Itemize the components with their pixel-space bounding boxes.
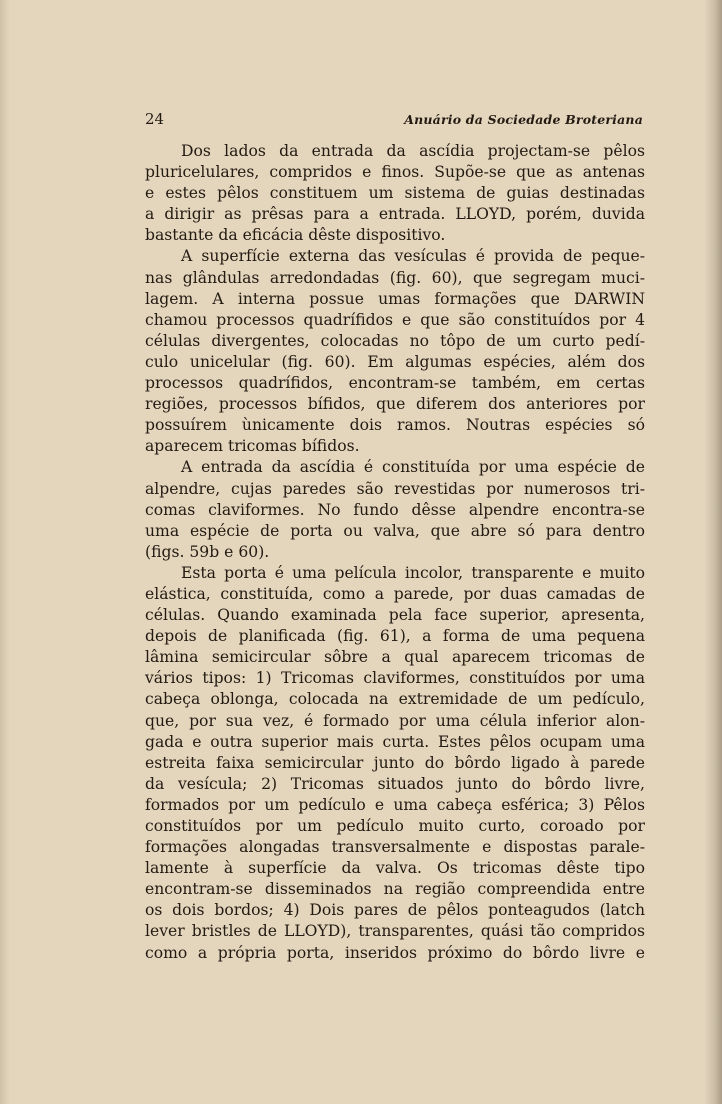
text-line: pluricelulares, compridos e finos. Supõe-se que as antenas bbox=[145, 163, 645, 182]
text-line: regiões, processos bífidos, que diferem dos anteriores por bbox=[145, 395, 645, 414]
text-line: constituídos por um pedículo muito curto, coroado por bbox=[145, 817, 645, 835]
text-line: uma espécie de porta ou valva, que abre só para dentro bbox=[145, 521, 645, 540]
text-line: bastante da eficácia dêste dispositivo. bbox=[145, 226, 446, 245]
text-line: alpendre, cujas paredes são revestidas por numerosos tri- bbox=[145, 479, 645, 498]
text-line: da vesícula; 2) Tricomas situados junto do bôrdo livre, bbox=[145, 774, 645, 793]
text-line: Dos lados da entrada da ascídia projectam-se pêlos bbox=[181, 142, 645, 160]
page-number: 24 bbox=[145, 110, 165, 128]
text-line: lâmina semicircular sôbre a qual aparecem tricomas de bbox=[145, 648, 645, 667]
text-line: aparecem tricomas bífidos. bbox=[145, 437, 360, 456]
text-line: Esta porta é uma película incolor, transparente e muito bbox=[181, 563, 645, 582]
text-line: nas glândulas arredondadas (fig. 60), que segregam muci- bbox=[145, 268, 645, 287]
text-line: como a própria porta, inseridos próximo do bôrdo livre e bbox=[145, 943, 645, 962]
text-line: a dirigir as prêsas para a entrada. LLOYD, porém, duvida bbox=[145, 205, 645, 224]
body-text bbox=[145, 141, 645, 964]
text-line: formados por um pedículo e uma cabeça esférica; 3) Pêlos bbox=[145, 795, 645, 814]
text-line: cabeça oblonga, colocada na extremidade de um pedículo, bbox=[145, 690, 645, 709]
text-line: processos quadrífidos, encontram-se também, em certas bbox=[145, 374, 645, 393]
text-line: estreita faixa semicircular junto do bôrdo ligado à parede bbox=[145, 753, 645, 772]
text-line: vários tipos: 1) Tricomas claviformes, constituídos por uma bbox=[145, 669, 645, 688]
text-line: gada e outra superior mais curta. Estes pêlos ocupam uma bbox=[145, 732, 645, 751]
text-line: lever bristles de LLOYD), transparentes, quási tão compridos bbox=[145, 922, 645, 941]
text-line: lamente à superfície da valva. Os tricomas dêste tipo bbox=[145, 859, 645, 878]
text-line: culo unicelular (fig. 60). Em algumas espécies, além dos bbox=[145, 352, 645, 371]
text-line: depois de planificada (fig. 61), a forma de uma pequena bbox=[145, 627, 645, 646]
text-line: chamou processos quadrífidos e que são constituídos por 4 bbox=[145, 310, 645, 329]
text-line: que, por sua vez, é formado por uma célula inferior alon- bbox=[145, 711, 645, 730]
text-line: encontram-se disseminados na região compreendida entre bbox=[145, 880, 645, 899]
text-line: células divergentes, colocadas no tôpo de um curto pedí- bbox=[145, 331, 645, 350]
text-line: lagem. A interna possue umas formações que DARWIN bbox=[145, 289, 645, 308]
page-edge-left bbox=[0, 0, 10, 1104]
text-line: células. Quando examinada pela face superior, apresenta, bbox=[145, 606, 645, 625]
text-line: possuírem ùnicamente dois ramos. Noutras espécies só bbox=[145, 416, 645, 435]
text-line: (figs. 59b e 60). bbox=[145, 542, 270, 561]
page-edge-right bbox=[704, 0, 722, 1104]
text-line: comas claviformes. No fundo dêsse alpendre encontra-se bbox=[145, 500, 645, 519]
text-line: e estes pêlos constituem um sistema de guias destinadas bbox=[145, 184, 645, 203]
running-head: Anuário da Sociedade Broteriana bbox=[404, 112, 643, 127]
text-line: os dois bordos; 4) Dois pares de pêlos ponteagudos (latch bbox=[145, 901, 645, 920]
text-line: formações alongadas transversalmente e dispostas parale- bbox=[145, 838, 645, 857]
text-line: A superfície externa das vesículas é provida de peque- bbox=[181, 247, 645, 266]
text-line: elástica, constituída, como a parede, por duas camadas de bbox=[145, 584, 645, 603]
page-header bbox=[145, 110, 645, 132]
text-line: A entrada da ascídia é constituída por uma espécie de bbox=[181, 458, 645, 477]
